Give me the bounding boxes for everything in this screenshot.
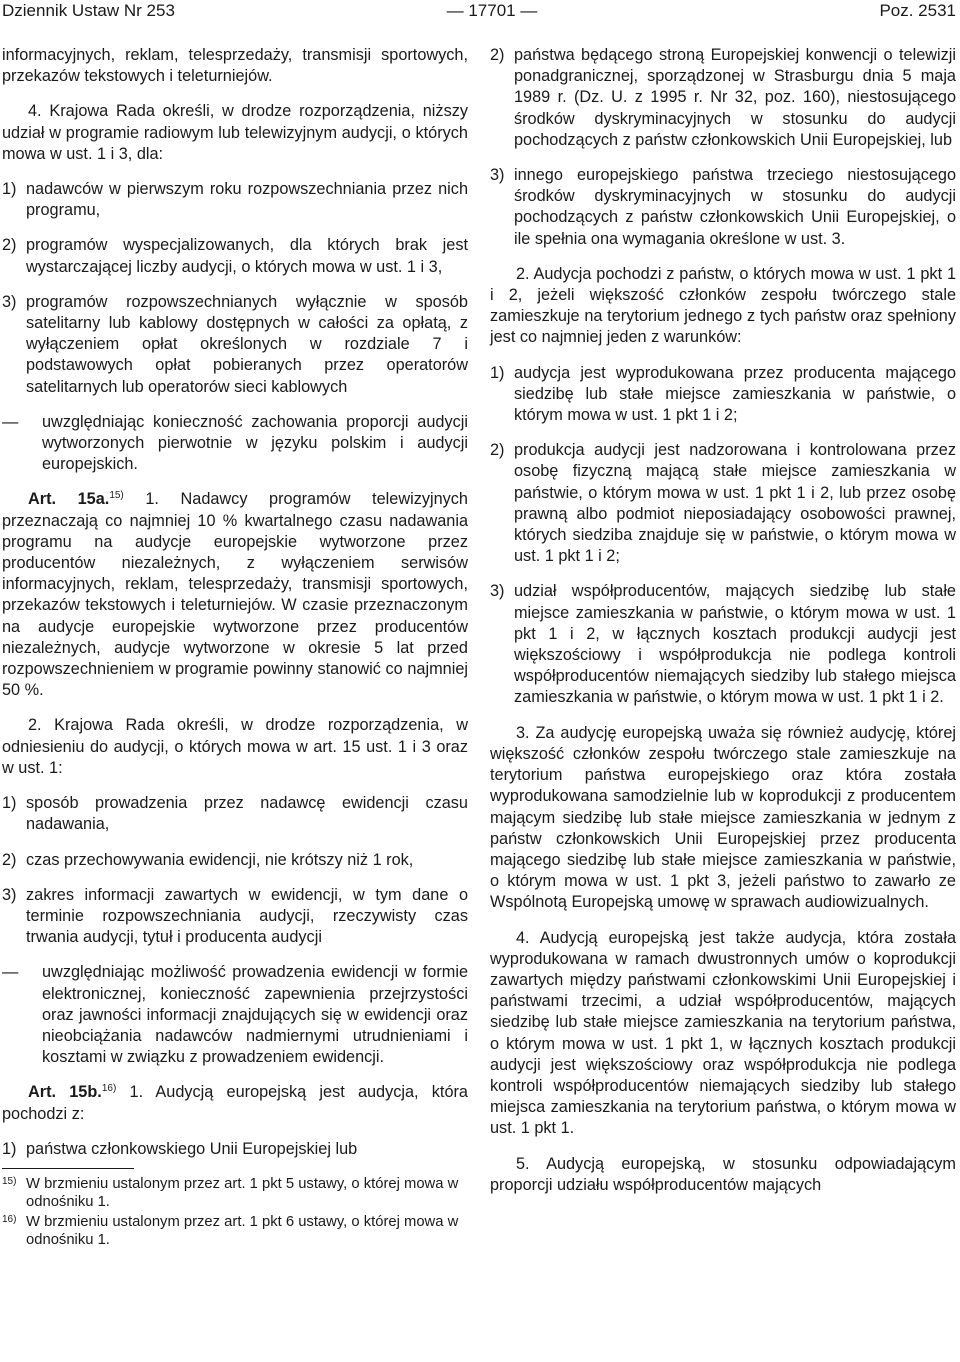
list-item bbox=[2, 292, 468, 398]
list-item bbox=[490, 363, 956, 427]
list-number: 3) bbox=[490, 166, 505, 185]
footnote-number: 16) bbox=[2, 1213, 17, 1225]
page-header bbox=[0, 0, 960, 22]
dash-mark: — bbox=[2, 412, 19, 431]
list-text: państwa będącego stroną Europejskiej konwencji o telewizji ponadgranicznej, sporządzonej w Strasburgu dnia 5 maja 1989 r. (Dz. U. z 1995 r. Nr 32, poz. 160), niestosującego środków dyskryminacyjnych w stosunku do audycji pochodzących z państw członkowskich Unii Europejskiej, lub bbox=[514, 46, 956, 149]
dash-text: uwzględniając konieczność zachowania proporcji audycji wytworzonych pierwotnie w języku polskim i audycji europejskich. bbox=[42, 412, 468, 474]
footnote bbox=[2, 1213, 468, 1249]
list-number: 2) bbox=[490, 441, 505, 460]
paragraph-continuation: informacyjnych, reklam, telesprzedaży, transmisji sportowych, przekazów tekstowych i teleturniejów. bbox=[2, 46, 468, 86]
list-item bbox=[2, 850, 468, 871]
list-text: produkcja audycji jest nadzorowana i kontrolowana przez osobę fizyczną mającą stałe miejsce zamieszkania w państwie, o którym mowa w ust. 1 pkt 1 i 2, lub przez osobę prawną albo podmiot nieposiadający osobowości prawnej, których siedziba znajduje się w państwie, o którym mowa w ust. 1 pkt 1 i 2; bbox=[514, 441, 956, 566]
footnote-ref[interactable]: 16) bbox=[101, 1083, 117, 1095]
list-number: 3) bbox=[2, 885, 17, 904]
list-number: 1) bbox=[2, 180, 17, 199]
list-item bbox=[490, 165, 956, 250]
footnote-ref[interactable]: 15) bbox=[109, 490, 124, 502]
list-text: nadawców w pierwszym roku rozpowszechniania przez nich programu, bbox=[26, 180, 468, 220]
list-number: 2) bbox=[2, 236, 17, 255]
article-text: 1. Nadawcy programów telewizyjnych przeznaczają co najmniej 10 % kwartalnego czasu nadawania programu na audycje europejskie wytworzone przez producentów niezależnych, z wyłączeniem serwisów informacyjnych, reklam, telesprzedaży, transmisji sportowych, przekazów tekstowych i teleturniejów. W czasie przeznaczonym na audycje europejskie wytworzone przez producentów niezależnych, audycje wytworzone w okresie 5 lat przed rozpowszechnieniem w programie powinny stanowić co najmniej 50 %. bbox=[2, 490, 468, 700]
journal-title: Dziennik Ustaw Nr 253 bbox=[2, 1, 175, 20]
list-item bbox=[490, 45, 956, 151]
list-text: programów rozpowszechnianych wyłącznie w sposób satelitarny lub kablowy dostępnych w całości za opłatą, z wyłączeniem opłat określonych w rozdziale 7 i podstawowych opłat pobieranych przez operatorów satelitarnych lub operatorów sieci kablowych bbox=[26, 292, 468, 396]
list-item bbox=[2, 885, 468, 949]
paragraph-section-2: 2. Krajowa Rada określi, w drodze rozporządzenia, w odniesieniu do audycji, o których mowa w art. 15 ust. 1 i 3 oraz w ust. 1: bbox=[2, 716, 468, 777]
footnote-text: W brzmieniu ustalonym przez art. 1 pkt 5 ustawy, o której mowa w odnośniku 1. bbox=[26, 1175, 459, 1210]
position-number: Poz. 2531 bbox=[879, 1, 956, 20]
list-item bbox=[490, 581, 956, 708]
list-text: zakres informacji zawartych w ewidencji, w tym dane o terminie rozpowszechniania audycji, rzeczywisty czas trwania audycji, tytuł i producenta audycji bbox=[26, 885, 468, 947]
article-text: 1. Audycją europejską jest audycja, która pochodzi z: bbox=[2, 1083, 468, 1123]
list-item bbox=[2, 793, 468, 835]
list-text: sposób prowadzenia przez nadawcę ewidencji czasu nadawania, bbox=[26, 794, 468, 834]
list-text: programów wyspecjalizowanych, dla których brak jest wystarczającej liczby audycji, o których mowa w ust. 1 i 3, bbox=[26, 236, 468, 276]
right-column bbox=[490, 45, 956, 1196]
list-number: 3) bbox=[2, 292, 17, 311]
paragraph-section-3: 3. Za audycję europejską uważa się również audycję, której większość członków zespołu twórczego stale zamieszkuje na terytorium państwa europejskiego oraz która została wyprodukowana samodzielnie lub w koprodukcji z producentem mającym siedzibę lub stałe miejsce zamieszkania w jednym z państw członkowskich Unii Europejskiej przez producenta mającego siedzibę lub stałe miejsce zamieszkania w państwie, o którym mowa w ust. 1 pkt 3, jeżeli państwo to zawarło ze Wspólnotą Europejską umowę w sprawach audiowizualnych. bbox=[490, 723, 956, 912]
article-15b bbox=[2, 1082, 468, 1124]
footnote-number: 15) bbox=[2, 1175, 17, 1187]
dash-text: uwzględniając możliwość prowadzenia ewidencji w formie elektronicznej, konieczność zapewnienia przejrzystości oraz jawności informacji znajdujących się w ewidencji oraz nieobciążania nadawców nadmiernymi utrudnieniami i kosztami w związku z prowadzeniem ewidencji. bbox=[42, 963, 468, 1067]
list-text: innego europejskiego państwa trzeciego niestosującego środków dyskryminacyjnych w stosunku do audycji pochodzących z państw członkowskich Unii Europejskiej, o ile spełnia ona wymagania określone w ust. 3. bbox=[514, 166, 956, 248]
footnote-text: W brzmieniu ustalonym przez art. 1 pkt 6 ustawy, o której mowa w odnośniku 1. bbox=[26, 1213, 459, 1248]
dash-clause bbox=[2, 962, 468, 1068]
page-number: — 17701 — bbox=[446, 1, 538, 20]
left-column bbox=[2, 45, 468, 1251]
list-number: 1) bbox=[490, 363, 505, 382]
article-15a bbox=[2, 489, 468, 701]
paragraph-section-2: 2. Audycja pochodzi z państw, o których mowa w ust. 1 pkt 1 i 2, jeżeli większość członków zespołu twórczego stale zamieszkuje na terytorium jednego z tych państw oraz spełniony jest co najmniej jeden z warunków: bbox=[490, 264, 956, 347]
list-item bbox=[2, 235, 468, 277]
list-number: 2) bbox=[2, 850, 17, 869]
article-heading: Art. 15b. bbox=[28, 1083, 102, 1102]
paragraph-section-4: 4. Audycją europejską jest także audycja, która została wyprodukowana w ramach dwustronnych umów o koprodukcji zawartych między państwami członkowskimi Unii Europejskiej i państwami trzecimi, a udział współproducentów, mających siedzibę lub stałe miejsce zamieszkania na terytorium państwa, o którym mowa w ust. 1 pkt 1, w łącznych kosztach produkcji audycji jest większościowy oraz współprodukcja nie podlega kontroli współproducentów niemających siedziby lub stałego miejsca zamieszkania na terytorium państwa, o którym mowa w ust. 1 pkt 1. bbox=[490, 928, 956, 1138]
list-number: 1) bbox=[2, 794, 17, 813]
list-number: 1) bbox=[2, 1139, 17, 1158]
list-number: 2) bbox=[490, 46, 505, 64]
list-text: państwa członkowskiego Unii Europejskiej lub bbox=[26, 1139, 358, 1158]
paragraph-section-5: 5. Audycją europejską, w stosunku odpowiadającym proporcji udziału współproducentów mających bbox=[490, 1154, 956, 1194]
list-text: audycja jest wyprodukowana przez producenta mającego siedzibę lub stałe miejsce zamieszkania w państwie, o którym mowa w ust. 1 pkt 1 i 2; bbox=[514, 363, 956, 425]
dash-mark: — bbox=[2, 963, 19, 982]
list-item bbox=[2, 1139, 468, 1160]
paragraph-section-4: 4. Krajowa Rada określi, w drodze rozporządzenia, niższy udział w programie radiowym lub telewizyjnym audycji, o których mowa w ust. 1 i 3, dla: bbox=[2, 102, 468, 163]
list-text: czas przechowywania ewidencji, nie krótszy niż 1 rok, bbox=[26, 850, 414, 869]
footnote bbox=[2, 1175, 468, 1211]
list-item bbox=[2, 179, 468, 221]
list-item bbox=[490, 440, 956, 567]
footnote-divider bbox=[2, 1168, 134, 1169]
list-text: udział współproducentów, mających siedzibę lub stałe miejsce zamieszkania w państwie, o którym mowa w ust. 1 pkt 1 i 2, w łącznych kosztach produkcji audycji jest większościowy i współprodukcja nie podlega kontroli współproducentów niemających siedziby lub stałego miejsca zamieszkania w państwie, o którym mowa w ust. 1 pkt 1 i 2. bbox=[514, 582, 956, 707]
dash-clause bbox=[2, 412, 468, 476]
article-heading: Art. 15a. bbox=[28, 490, 110, 509]
list-number: 3) bbox=[490, 582, 505, 601]
